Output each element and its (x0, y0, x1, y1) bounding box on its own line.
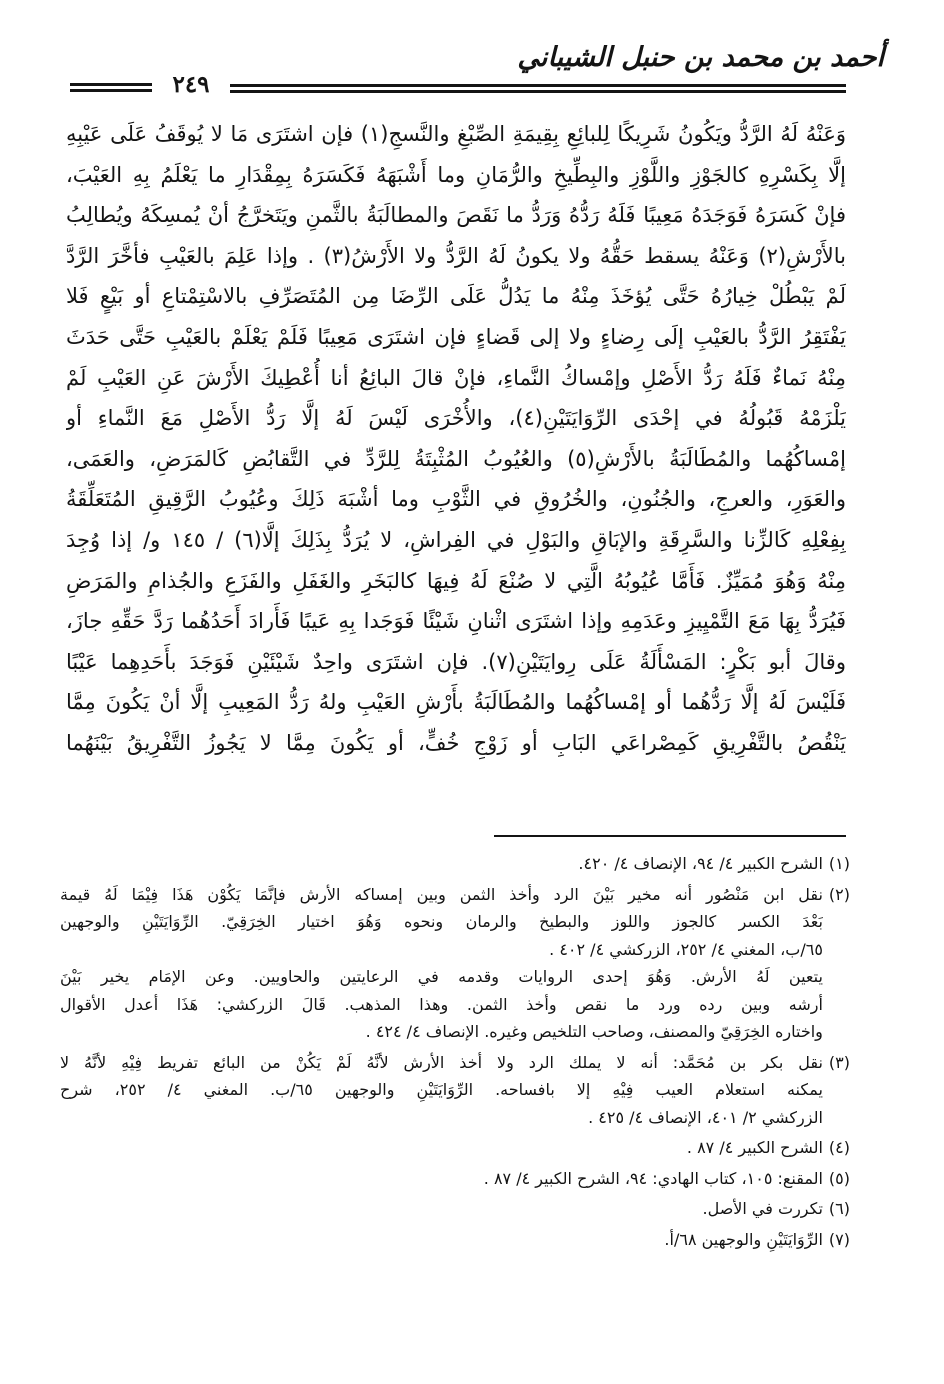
text-line: مِنْهُ وَهُوَ مُمَيِّزٌ. فَأَمَّا عُيُوبُهُ الَّتِي لا صُنْعَ لَهُ فِيهَا كالبَخَرِ والغَفَلِ والفَزَعِ والجُذامِ والمَرَضِ (66, 568, 846, 593)
text-line: وقالَ أبو بَكْرٍ: المَسْأَلَةُ عَلَى رِوايَتَيْنِ(٧). فإن اشتَرَى واحِدٌ شَيْئَيْنِ فَوَجَدَ بأَحَدِهِما عَيْبًا (66, 649, 846, 674)
footnote-number: (٣) (828, 1052, 850, 1072)
footnote-line: الرِّوَايَتَيْنِ والوجهين ٦٨/أ. (664, 1229, 823, 1249)
footnote-number: (٢) (828, 884, 850, 904)
header-rule-right-bottom (230, 90, 846, 93)
footnote-line: الزركشي ٢/ ٤٠١، الإنصاف ٤/ ٤٢٥ . (588, 1107, 823, 1127)
page-number: ٢٤٩ (172, 71, 210, 98)
text-line: إمْساكُهُما والمُطَالَبَةُ بالأَرْشِ(٥) والعُيُوبُ المُثْبِتَةُ لِلرَّدِّ في التَّقابُضِ كَالمَرَضِ، والعَمَى، (66, 446, 846, 471)
footnote-line: تكررت في الأصل. (702, 1199, 823, 1218)
footnote-line: يتعين لَهُ الأرش. وَهُوَ إحدى الروايات وقدمه في الرعايتين والحاويين. وعن الإمَام يخير بَيْنَ (60, 967, 823, 986)
footnote-line: الشرح الكبير ٤/ ٨٧ . (686, 1138, 823, 1157)
text-line: بالأَرْشِ(٢) وَعَنْهُ يسقط حَقُّهُ ولا يكونُ لَهُ الرَّدُّ ولا الأَرْشُ(٣) . وإذا عَلِمَ بالعَيْبِ فأخَّرَ الرَّدَّ (66, 243, 846, 268)
footnote-4 (60, 1134, 850, 1162)
header-rule-left-top (70, 83, 152, 86)
text-line: يَفْتَقِرُ الرَّدُّ بالعَيْبِ إلَى رِضاءٍ ولا إلى قَضاءٍ فإن اشتَرَى مَعِيبًا فَلَمْ يَعْلَمْ بالعَيْبِ حَتَّى حَدَثَ (66, 324, 846, 349)
text-line: إلَّا بِكَسْرِهِ كالجَوْزِ واللَّوْزِ والبِطِّيخِ والرُّمَانِ وما أَشْبَهَهُ فَكَسَرَهُ بِمِقْدَارِ ما يَعْلَمُ بِهِ العَيْبَ، (66, 162, 846, 187)
footnote-line: ٦٥/ب، المغني ٤/ ٢٥٢، الزركشي ٤/ ٤٠٢ . (549, 939, 823, 959)
footnote-number: (٧) (828, 1229, 850, 1249)
footnote-line: الشرح الكبير ٤/ ٩٤، الإنصاف ٤/ ٤٢٠. (578, 854, 823, 873)
footnote-line: نقل بكر بن مُحَمَّد: أنه لا يملك الرد ولا أخذ الأرش لأنَّهُ لَمْ يَكُنْ من البائع تفريط فِيْهِ لأنَّهُ لا (60, 1052, 823, 1072)
text-line: يَنْقُصُ بالتَّفْرِيقِ كَمِصْراعَي البَابِ أو زَوْجِ خُفٍّ، أو يَكُونَ مِمَّا لا يَجُوزُ التَّفْرِيقُ بَيْنَهُما (66, 730, 846, 755)
text-line: فَلَيْسَ لَهُ إلَّا رَدُّهُما أو إمْساكُهُما والمُطَالَبَةُ بأَرْشِ العَيْبِ ولهُ رَدُّ المَعِيبِ إلَّا أنْ يَكُونَ مِمَّا (66, 690, 846, 715)
text-line: بِفِعْلِهِ كَالزِّنا والسَّرِقَةِ والإبَاقِ والبَوْلِ في الفِراشِ، لا يُرَدُّ بِذَلِكَ إلَّا(٦) / ١٤٥ و/ إذا وُجِدَ (66, 527, 846, 552)
footnote-2 (60, 881, 850, 1046)
text-line: لَمْ يَبْطُلْ خِيارُهُ حَتَّى يُؤخَذَ مِنْهُ ما يَدُلُّ عَلَى الرِّضَا مِن المُتَصَرِّفِ بالاسْتِمْتاعِ أو بَيْعٍ فَلا (66, 284, 846, 309)
footnote-number: (٦) (828, 1199, 850, 1218)
footnote-line: واختاره الخِرَقِيّ والمصنف، وصاحب التلخيص وغيره. الإنصاف ٤/ ٤٢٤ . (365, 1022, 823, 1041)
footnote-line: بَعْدَ الكسر كالجوز واللوز والبطيخ والرمان ونحوه وَهُوَ اختيار الخِرَقِيّ. الرِّوَايَتَيْنِ والوجهين (60, 912, 823, 931)
footnote-line: المقنع: ١٠٥، كتاب الهادي: ٩٤، الشرح الكبير ٤/ ٨٧ . (483, 1168, 823, 1188)
text-line: فَيُرَدُّ بِهَا مَعَ التَّمْيِيزِ وعَدَمِهِ وإذا اشتَرَى اثْنانِ شَيْئًا فَوَجَدا بِهِ عَيبًا فَأَرادَ أَحَدُهُما رَدَّ حَقِّهِ جازَ، (66, 609, 846, 634)
running-header-title: أحمد بن محمد بن حنبل الشيباني (517, 42, 884, 73)
text-line: والعَوَرِ، والعرجِ، والجُنُونِ، والخُرُوقِ في الثَّوْبِ وما أشْبَهَ ذَلِكَ وعُيُوبُ الرَّقِيقِ المُتَعَلِّقَةُ (66, 487, 846, 512)
footnote-number: (١) (828, 854, 850, 873)
footnote-line: أرشه وبين رده ورد ما نقص وأخذ الثمن. وهذا المذهب. قَالَ الزركشي: هَذَا أعدل الأقوال (60, 994, 823, 1014)
footnote-6 (60, 1195, 850, 1223)
footnote-number: (٥) (828, 1168, 850, 1188)
header-rule-right-top (230, 84, 846, 87)
footnote-5 (60, 1165, 850, 1193)
footnote-line: نقل ابن مَنْصُور أنه مخير بَيْنَ الرد وأخذ الثمن وبين إمساكه الأرش فإنَّمَا يَكُوْن هَذَا فِيْمَا لَهُ قيمة (60, 884, 823, 904)
footnote-1 (60, 850, 850, 878)
footnote-separator (494, 835, 846, 837)
text-line: مِنْهُ نَماءٌ فَلَهُ رَدُّ الأَصْلِ وإمْساكُ النَّماءِ، فإنْ قالَ البائِعُ أنا أُعْطِيكَ الأَرْشَ عَنِ العَيْبِ لَمْ (66, 365, 846, 390)
footnote-number: (٤) (828, 1138, 850, 1157)
text-line: وَعَنْهُ لَهُ الرَّدُّ ويَكُونُ شَرِيكًا لِلبائِعِ بِقِيمَةِ الصِّبْغِ والنَّسجِ(١) فإن اشتَرَى مَا لا يُوقَفُ عَلَى عَيْبِهِ (66, 122, 846, 146)
footnote-3 (60, 1049, 850, 1132)
text-line: فإنْ كَسَرَهُ فَوَجَدَهُ مَعِيبًا فَلَهُ رَدُّهُ وَرَدُّ ما نَقَصَ والمطالَبَةُ بالثَّمنِ ويَتَخرَّجُ أنْ يُمسِكَهُ ويُطالِبُ (66, 203, 846, 228)
text-line: يَلْزَمْهُ قَبُولُهُ في إحْدَى الرِّوَايَتَيْنِ(٤)، والأُخْرَى لَيْسَ لَهُ إلَّا رَدُّ الأَصْلِ مَعَ النَّماءِ أو (66, 406, 846, 431)
header-rule-left-bottom (70, 89, 152, 92)
footnote-7 (60, 1226, 850, 1254)
footnotes (60, 850, 850, 1253)
footnote-line: يمكنه استعلام العيب فِيْهِ إلا بافساحه. الرِّوَايَتَيْنِ والوجهين ٦٥/ب. المغني ٤/ ٢٥٢، شرح (60, 1080, 823, 1099)
main-text (66, 114, 846, 834)
